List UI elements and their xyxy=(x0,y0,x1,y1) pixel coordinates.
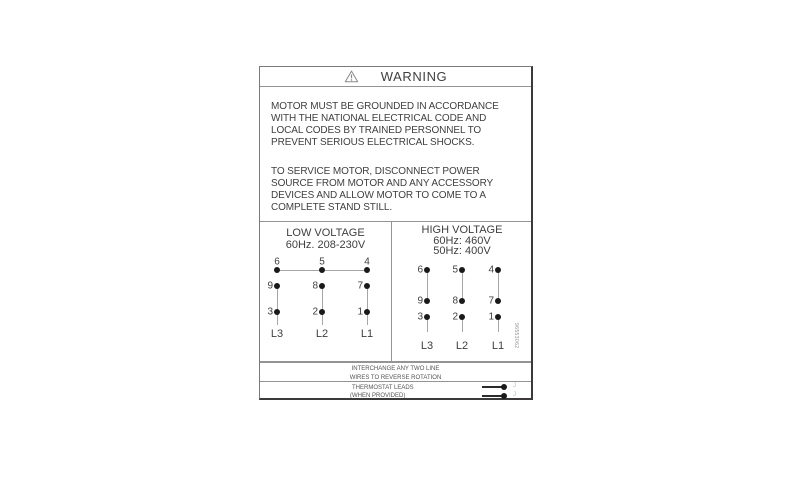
text-line: PREVENT SERIOUS ELECTRICAL SHOCKS. xyxy=(271,137,475,148)
terminal-number: 8 xyxy=(452,295,458,307)
grounding-warning-paragraph xyxy=(271,101,499,149)
line-label: L2 xyxy=(315,328,329,340)
terminal-number: 8 xyxy=(312,280,318,292)
high-voltage-title xyxy=(392,225,532,257)
terminal-dot xyxy=(459,298,465,304)
terminal-number: 4 xyxy=(364,256,370,268)
low-voltage-title xyxy=(260,228,391,251)
terminal-number: 7 xyxy=(357,280,363,292)
terminal-number: 5 xyxy=(452,264,458,276)
terminal-dot xyxy=(319,267,325,273)
text-line: COMPLETE STAND STILL. xyxy=(271,202,393,213)
note-line: WIRES TO REVERSE ROTATION xyxy=(349,375,442,381)
terminal-dot xyxy=(364,267,370,273)
line-label: L3 xyxy=(420,340,434,352)
terminal-dot xyxy=(459,267,465,273)
terminal-number: 9 xyxy=(417,295,423,307)
terminal-dot xyxy=(424,298,430,304)
terminal-dot xyxy=(364,309,370,315)
terminal-number: 1 xyxy=(488,311,494,323)
line-label: L1 xyxy=(491,340,505,352)
warning-title: WARNING xyxy=(380,69,448,84)
panel-subtitle: 50Hz: 400V xyxy=(433,245,491,257)
line-label: L2 xyxy=(455,340,469,352)
service-warning-paragraph xyxy=(271,166,493,214)
part-number-vertical: 96553062 xyxy=(513,323,519,349)
terminal-dot xyxy=(459,314,465,320)
wire-7-1-L1 xyxy=(367,286,368,325)
terminal-dot xyxy=(424,267,430,273)
text-line: WITH THE NATIONAL ELECTRICAL CODE AND xyxy=(271,113,487,124)
wire-4-7 xyxy=(498,270,499,301)
note-line: INTERCHANGE ANY TWO LINE xyxy=(351,366,440,372)
lead-terminal-dot xyxy=(501,384,507,390)
terminal-number: 6 xyxy=(417,264,423,276)
text-line: LOCAL CODES BY TRAINED PERSONNEL TO xyxy=(271,125,482,136)
wire-9-3-L3 xyxy=(277,286,278,325)
wire-8-2-L2 xyxy=(322,286,323,325)
panel-title: HIGH VOLTAGE xyxy=(421,224,503,236)
terminal-number: 1 xyxy=(357,306,363,318)
warning-header xyxy=(260,67,531,87)
terminal-number: 3 xyxy=(417,311,423,323)
terminal-number: 3 xyxy=(267,306,273,318)
text-line: TO SERVICE MOTOR, DISCONNECT POWER xyxy=(271,166,480,177)
motor-warning-label xyxy=(259,66,533,400)
line-label: L3 xyxy=(270,328,284,340)
text-line: DEVICES AND ALLOW MOTOR TO COME TO A xyxy=(271,190,486,201)
low-voltage-panel xyxy=(260,222,391,361)
panel-title: LOW VOLTAGE xyxy=(286,227,365,239)
terminal-number: 6 xyxy=(274,256,280,268)
terminal-dot xyxy=(495,298,501,304)
lead-terminal-dot xyxy=(501,393,507,399)
terminal-dot xyxy=(495,314,501,320)
wiring-diagrams-section xyxy=(260,221,531,362)
note-line: THERMOSTAT LEADS xyxy=(352,385,414,391)
terminal-number: 4 xyxy=(488,264,494,276)
text-line: MOTOR MUST BE GROUNDED IN ACCORDANCE xyxy=(271,101,499,112)
terminal-number: 2 xyxy=(312,306,318,318)
note-line: (WHEN PROVIDED) xyxy=(350,393,406,399)
panel-subtitle: 60Hz: 460V xyxy=(433,234,491,247)
terminal-dot xyxy=(424,314,430,320)
warning-text-section xyxy=(260,87,531,221)
wire-6-9 xyxy=(427,270,428,301)
wire-5-8 xyxy=(462,270,463,301)
terminal-dot xyxy=(274,283,280,289)
terminal-dot xyxy=(319,309,325,315)
lead-label: J xyxy=(513,392,516,398)
terminal-dot xyxy=(495,267,501,273)
terminal-dot xyxy=(274,267,280,273)
terminal-number: 5 xyxy=(319,256,325,268)
terminal-number: 9 xyxy=(267,280,273,292)
high-voltage-panel xyxy=(392,222,532,361)
terminal-dot xyxy=(319,283,325,289)
thermostat-note xyxy=(260,381,531,399)
line-label: L1 xyxy=(360,328,374,340)
lead-label: J xyxy=(513,383,516,389)
warning-triangle-icon xyxy=(344,70,359,83)
terminal-number: 7 xyxy=(488,295,494,307)
text-line: SOURCE FROM MOTOR AND ANY ACCESSORY xyxy=(271,178,494,189)
terminal-dot xyxy=(364,283,370,289)
rotation-note xyxy=(260,362,531,381)
panel-subtitle: 60Hz. 208-230V xyxy=(285,238,366,251)
terminal-dot xyxy=(274,309,280,315)
terminal-number: 2 xyxy=(452,311,458,323)
